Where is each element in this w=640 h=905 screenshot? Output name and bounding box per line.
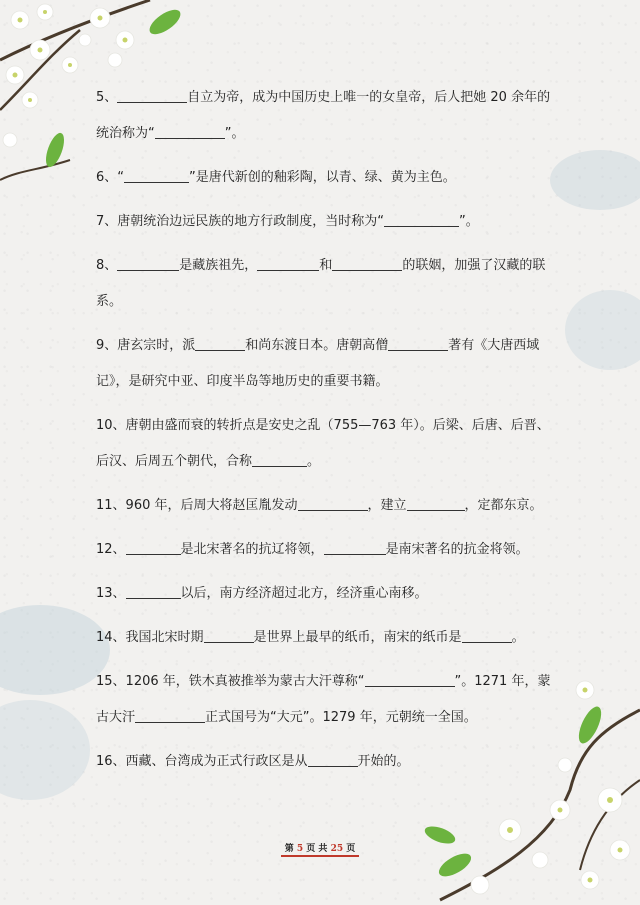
question-text: 6、“ [96, 170, 125, 185]
question-text: 自立为帝，成为中国历史上唯一的女皇帝，后人把她 20 余年的统治称为“ [96, 90, 551, 141]
question-8 [96, 248, 551, 320]
answer-blank[interactable] [257, 256, 319, 271]
answer-blank[interactable] [204, 628, 254, 643]
footer-suffix: 页 [346, 844, 356, 854]
answer-blank[interactable] [308, 752, 358, 767]
answer-blank[interactable] [462, 628, 512, 643]
answer-blank[interactable] [298, 496, 368, 511]
question-text: ”。1271 年，蒙古大汗 [96, 674, 551, 725]
footer-middle: 页 共 [306, 844, 328, 854]
question-text: 。 [511, 630, 525, 645]
answer-blank[interactable] [332, 256, 402, 271]
question-text: 和 [319, 258, 333, 273]
answer-blank[interactable] [135, 708, 205, 723]
question-5 [96, 80, 551, 152]
current-page-number: 5 [296, 844, 304, 854]
question-10 [96, 408, 551, 480]
answer-blank[interactable] [155, 124, 225, 139]
question-16 [96, 744, 551, 780]
question-text: 12、 [96, 542, 126, 557]
question-text: 13、 [96, 586, 126, 601]
answer-blank[interactable] [252, 452, 307, 467]
question-text: 8、 [96, 258, 118, 273]
question-text: 7、唐朝统治边远民族的地方行政制度，当时称为“ [96, 214, 385, 229]
answer-blank[interactable] [117, 88, 187, 103]
question-text: 。 [307, 454, 321, 469]
question-text: 11、960 年，后周大将赵匡胤发动 [96, 498, 298, 513]
question-text: 是藏族祖先， [179, 258, 258, 273]
page-footer [0, 840, 640, 857]
question-text: 是北宋著名的抗辽将领， [180, 542, 324, 557]
question-text: ，建立 [367, 498, 407, 513]
question-12 [96, 532, 551, 568]
answer-blank[interactable] [365, 672, 455, 687]
question-list [96, 80, 551, 788]
answer-blank[interactable] [124, 168, 189, 183]
question-text: 以后，南方经济超过北方，经济重心南移。 [180, 586, 428, 601]
question-9 [96, 328, 551, 400]
question-text: 的联姻，加强了汉藏的联系。 [96, 258, 546, 309]
question-text: ”。 [459, 214, 479, 229]
footer-prefix: 第 [284, 844, 294, 854]
question-text: 16、西藏、台湾成为正式行政区是从 [96, 754, 308, 769]
question-text: 是南宋著名的抗金将领。 [385, 542, 529, 557]
question-11 [96, 488, 551, 524]
question-text: ”是唐代新创的釉彩陶，以青、绿、黄为主色。 [189, 170, 456, 185]
question-text: 9、唐玄宗时，派 [96, 338, 196, 353]
answer-blank[interactable] [126, 540, 181, 555]
question-text: ，定都东京。 [464, 498, 543, 513]
page-number-box [281, 840, 360, 857]
question-14 [96, 620, 551, 656]
question-text: 10、唐朝由盛而衰的转折点是安史之乱（755—763 年）。后梁、后唐、后晋、后汉、后周五个朝代，合称 [96, 418, 550, 469]
question-text: 著有《大唐西域记》，是研究中亚、印度半岛等地历史的重要书籍。 [96, 338, 540, 389]
question-text: 是世界上最早的纸币，南宋的纸币是 [253, 630, 462, 645]
question-13 [96, 576, 551, 612]
question-text: 5、 [96, 90, 118, 105]
answer-blank[interactable] [384, 212, 459, 227]
question-text: ”。 [224, 126, 245, 141]
answer-blank[interactable] [324, 540, 386, 555]
answer-blank[interactable] [126, 584, 181, 599]
answer-blank[interactable] [407, 496, 465, 511]
question-text: 开始的。 [357, 754, 410, 769]
answer-blank[interactable] [195, 336, 245, 351]
question-15 [96, 664, 551, 736]
answer-blank[interactable] [117, 256, 179, 271]
question-7 [96, 204, 551, 240]
question-text: 和尚东渡日本。唐朝高僧 [245, 338, 389, 353]
answer-blank[interactable] [388, 336, 448, 351]
question-text: 正式国号为“大元”。1279 年，元朝统一全国。 [205, 710, 477, 725]
total-page-number: 25 [330, 844, 344, 854]
question-6 [96, 160, 551, 196]
question-text: 15、1206 年，铁木真被推举为蒙古大汗尊称“ [96, 674, 365, 689]
question-text: 14、我国北宋时期 [96, 630, 204, 645]
